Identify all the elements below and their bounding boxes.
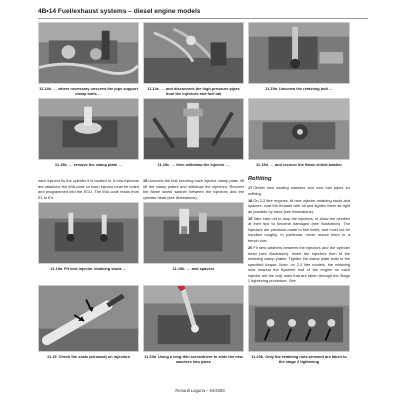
caption-11-14c bbox=[143, 86, 244, 96]
caption-number: 11.19a bbox=[50, 266, 63, 271]
caption-text: … then withdraw the injector … bbox=[171, 162, 230, 167]
caption-text: Unscrew the retaining bolt … bbox=[278, 86, 333, 91]
photo-11-19b bbox=[143, 202, 244, 264]
caption-text: Only the retaining nuts arrowed are taken to the stage 2 tightening bbox=[265, 354, 347, 364]
caption-11-19 bbox=[38, 354, 139, 359]
paragraph-text: Fit new washers between the injectors and the cylinder head (see illustration). Insert the injectors then fit the retaining clamp plates. Tighten the clamp plate bolts to the specified torque. Note: on 2.2 litre models, the retaining nuts nearest the flywheel end of the engine on each injector are the only ones that are taken through the Stage 2 tightening procedure. See bbox=[248, 244, 350, 284]
caption-11-14b bbox=[38, 86, 139, 96]
caption-number: 11.14b bbox=[39, 86, 52, 91]
caption-11-15a bbox=[248, 86, 350, 91]
paragraph-text: Unscrew the bolt securing each injector clamp plate, lift off the clamp plates and withdraw the injectors. Recover the flame shield washer between the injectors and the cylinder head (see illustrations). bbox=[143, 178, 244, 200]
caption-text: Using a long thin screwdriver to slide the new washers into place bbox=[158, 354, 243, 364]
caption-11-20b bbox=[248, 354, 350, 364]
paragraph-number: 17 bbox=[248, 185, 253, 190]
photo-11-15b bbox=[38, 98, 139, 160]
caption-11-19b bbox=[143, 266, 244, 271]
photo-11-15d bbox=[248, 98, 350, 160]
body-paragraph bbox=[248, 245, 350, 284]
page-header bbox=[38, 5, 368, 19]
paragraph-number: 20 bbox=[248, 244, 253, 250]
caption-number: 11.15c bbox=[157, 162, 170, 167]
paragraph-text: Take care not to drop the injectors, or allow the needles at their tips to become damaged (see illustration). The injectors are precision-made to fine limits, and must not be handled roughly. In particular, never mount them in a bench vice. bbox=[248, 215, 350, 243]
caption-number: 11.20b bbox=[251, 354, 264, 359]
caption-11-15b bbox=[38, 162, 139, 167]
caption-text: … remove the clamp plate … bbox=[68, 162, 123, 167]
photo-11-19 bbox=[38, 285, 139, 352]
photo-11-19a bbox=[38, 202, 139, 264]
body-paragraph bbox=[38, 178, 139, 200]
paragraph-number: 15 bbox=[143, 178, 148, 183]
caption-number: 11.19 bbox=[47, 354, 57, 359]
body-text-col-1 bbox=[38, 178, 139, 202]
photo-11-15a bbox=[248, 22, 350, 84]
caption-number: 11.15b bbox=[54, 162, 67, 167]
caption-number: 11.14c bbox=[147, 86, 159, 91]
photo-11-14b bbox=[38, 22, 139, 84]
paragraph-number: 18 bbox=[248, 197, 253, 203]
caption-number: 11.20a bbox=[144, 354, 156, 359]
photo-11-15c bbox=[143, 98, 244, 160]
photo-11-20a bbox=[143, 285, 244, 352]
caption-number: 11.19b bbox=[172, 266, 185, 271]
caption-11-19a bbox=[38, 266, 139, 271]
caption-text: Fit new injector retaining studs … bbox=[64, 266, 127, 271]
body-text-col-2 bbox=[143, 178, 244, 202]
caption-11-15d bbox=[248, 162, 350, 167]
body-paragraph bbox=[248, 185, 350, 196]
caption-number: 11.15a bbox=[265, 86, 277, 91]
caption-text: … where necessary unscrew the pipe support clamp bolts … bbox=[53, 86, 138, 96]
paragraph-number: 19 bbox=[248, 215, 253, 221]
body-paragraph bbox=[248, 216, 350, 244]
paragraph-text: On 2.2 litre engines, fit new injector retaining studs and spacers, coat the threads with oil and tighten them as tight as possible by hand (see illustrations). bbox=[248, 197, 350, 214]
header-rule bbox=[38, 18, 368, 19]
caption-text: … and spacers bbox=[186, 266, 215, 271]
page-title: 4B•14 Fuel/exhaust systems – diesel engine models bbox=[38, 8, 201, 15]
photo-11-14c bbox=[143, 22, 244, 84]
section-heading-refitting: Refitting bbox=[248, 176, 272, 182]
body-paragraph bbox=[143, 178, 244, 200]
page-footer: Renault Laguna – 94/4283 bbox=[175, 388, 225, 393]
caption-text: Check the seals (arrowed) on injectors bbox=[58, 354, 130, 359]
caption-text: … and disconnect the high-pressure pipes from the injectors and fuel rail bbox=[161, 86, 240, 96]
caption-11-15c bbox=[143, 162, 244, 167]
caption-number: 11.15d bbox=[255, 162, 268, 167]
body-text-col-3 bbox=[248, 185, 350, 285]
body-paragraph bbox=[248, 198, 350, 215]
paragraph-text: Obtain new sealing washers and new fuel pipes for refitting. bbox=[248, 185, 350, 196]
caption-text: … and recover the flame shield washer bbox=[269, 162, 342, 167]
photo-11-20b bbox=[248, 285, 350, 352]
caption-11-20a bbox=[143, 354, 244, 364]
paragraph-text: each injector by the cylinder it is located in. If new injectors are obtained, the IMA code on each injector must be noted and programmed into the ECU. The IMA code reads from E1 to E4. bbox=[38, 178, 139, 200]
